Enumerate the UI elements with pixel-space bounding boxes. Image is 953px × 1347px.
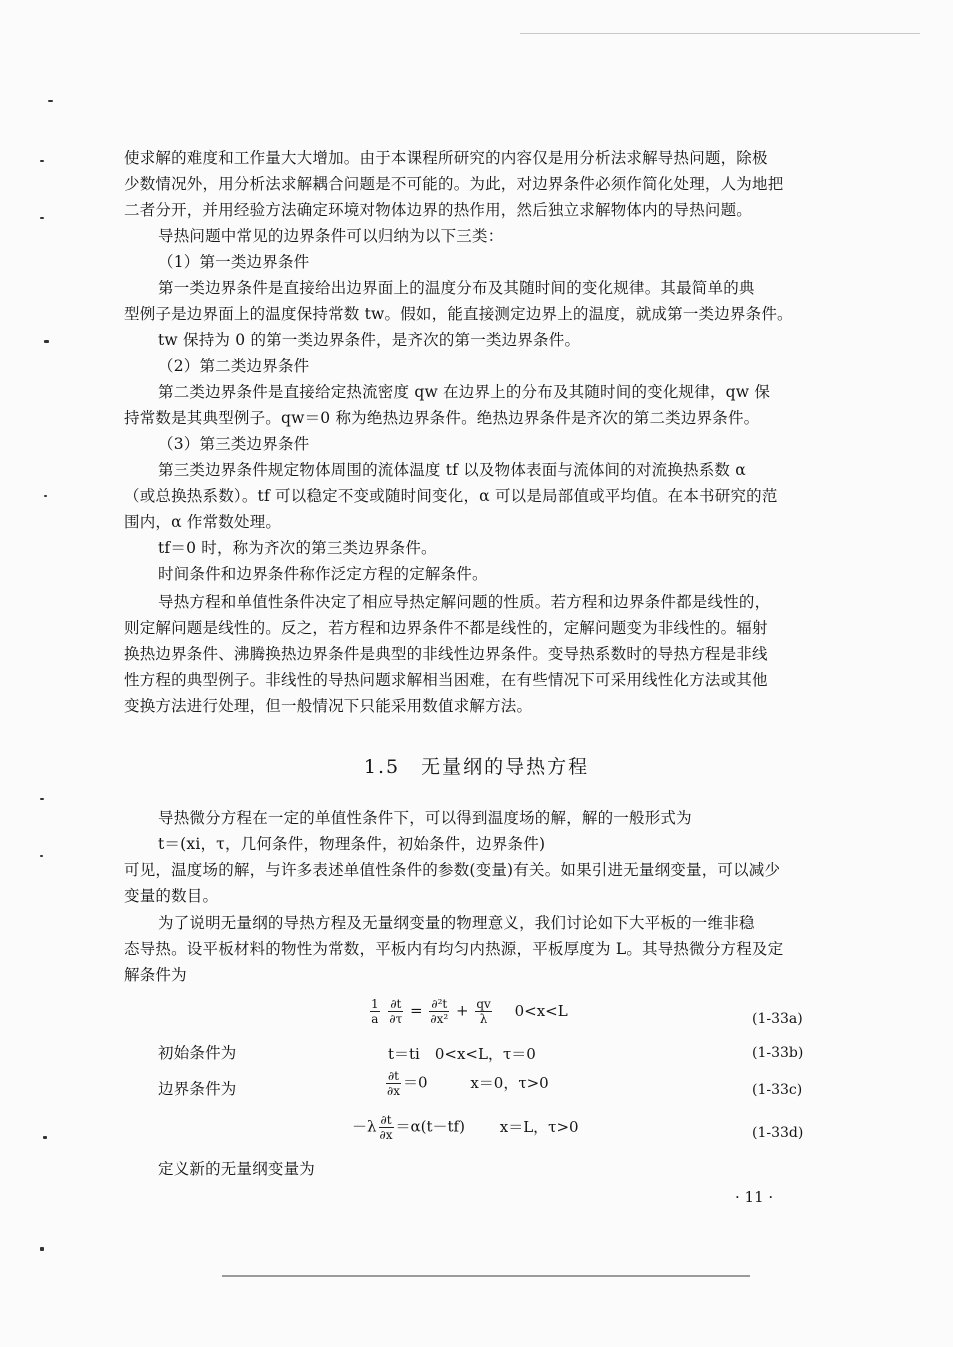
formula-line: t＝(xi，τ，几何条件，物理条件，初始条件，边界条件) — [158, 835, 546, 853]
body-line: （或总换热系数）。tf 可以稳定不变或随时间变化，α 可以是局部值或平均值。在本书研究的范 — [124, 487, 778, 505]
body-line: tf＝0 时，称为齐次的第三类边界条件。 — [158, 539, 437, 557]
fraction: $\frac{\partial t}{\partial x}$ — [387, 1069, 400, 1098]
body-line: 时间条件和边界条件称作泛定方程的定解条件。 — [158, 565, 488, 583]
scan-speck — [40, 798, 44, 800]
equation-number: (1-33c) — [752, 1082, 803, 1098]
body-line: 则定解问题是线性的。反之，若方程和边界条件不都是线性的，定解问题变为非线性的。辐射 — [124, 619, 768, 637]
body-line: （1）第一类边界条件 — [158, 253, 310, 271]
page-number: · 11 · — [735, 1188, 774, 1206]
body-line: 态导热。设平板材料的物性为常数，平板内有均匀内热源，平板厚度为 L。其导热微分方程及定 — [124, 940, 784, 958]
fraction: $\frac{\text{∂²t}}{\text{∂x²}}$ — [430, 997, 449, 1026]
body-line: 可见，温度场的解，与许多表述单值性条件的参数(变量)有关。如果引进无量纲变量，可以减少 — [124, 861, 781, 879]
body-line: 导热问题中常见的边界条件可以归纳为以下三类： — [158, 227, 504, 245]
body-line: 持常数是其典型例子。qw＝0 称为绝热边界条件。绝热边界条件是齐次的第二类边界条件。 — [124, 409, 760, 427]
body-line: 性方程的典型例子。非线性的导热问题求解相当困难，在有些情况下可采用线性化方法或其他 — [124, 671, 768, 689]
body-line: 变换方法进行处理，但一般情况下只能采用数值求解方法。 — [124, 697, 533, 715]
scan-speck — [40, 1247, 44, 1251]
section-heading: 1.5 无量纲的导热方程 — [363, 756, 590, 778]
scan-speck — [44, 340, 49, 343]
equation-1-33b: t＝ti 0<x<L，τ＝0 — [388, 1045, 536, 1063]
scan-speck — [43, 1136, 47, 1139]
body-line: 第三类边界条件规定物体周围的流体温度 tf 以及物体表面与流体间的对流换热系数 α — [158, 461, 746, 479]
equation-1-33a: $\frac{1}{a}$ $\frac{\partial t}{\partial\tau}$ = $\frac{\text{∂²t}}{\text{∂x²}}$ + $\frac{qv}{\lambda}$ 0<x<L — [371, 997, 568, 1026]
scan-speck — [44, 495, 47, 497]
scan-speck — [48, 100, 53, 102]
body-line: 为了说明无量纲的导热方程及无量纲变量的物理意义，我们讨论如下大平板的一维非稳 — [158, 914, 755, 932]
equation-number: (1-33b) — [752, 1045, 804, 1061]
body-line: 定义新的无量纲变量为 — [158, 1160, 316, 1178]
body-line: 变量的数目。 — [124, 887, 219, 905]
scan-speck — [40, 217, 44, 219]
equation-number: (1-33d) — [752, 1125, 804, 1141]
bottom-rule — [222, 1275, 750, 1277]
fraction: $\frac{1}{a}$ — [371, 997, 379, 1026]
body-line: （3）第三类边界条件 — [158, 435, 310, 453]
body-line: （2）第二类边界条件 — [158, 357, 310, 375]
body-line: 第一类边界条件是直接给出边界面上的温度分布及其随时间的变化规律。其最简单的典 — [158, 279, 755, 297]
equation-1-33d: －λ $\frac{\partial t}{\partial x}$ ＝α(t－tf) x＝L，τ>0 — [352, 1113, 579, 1142]
fraction: $\frac{qv}{\lambda}$ — [476, 997, 491, 1026]
body-line: 型例子是边界面上的温度保持常数 tw。假如，能直接测定边界上的温度，就成第一类边界条件。 — [124, 305, 793, 323]
equation-1-33c: $\frac{\partial t}{\partial x}$ ＝0 x＝0，τ>0 — [387, 1069, 549, 1098]
body-line: 换热边界条件、沸腾换热边界条件是典型的非线性边界条件。变导热系数时的导热方程是非线 — [124, 645, 768, 663]
equation-number: (1-33a) — [752, 1011, 803, 1027]
equation-label: 初始条件为 — [158, 1044, 237, 1062]
body-line: 使求解的难度和工作量大大增加。由于本课程所研究的内容仅是用分析法求解导热问题，除极 — [124, 149, 768, 167]
fraction: $\frac{\partial t}{\partial\tau}$ — [389, 997, 403, 1026]
body-line: 二者分开，并用经验方法确定环境对物体边界的热作用，然后独立求解物体内的导热问题。 — [124, 201, 753, 219]
body-line: tw 保持为 0 的第一类边界条件，是齐次的第一类边界条件。 — [158, 331, 581, 349]
top-rule — [520, 33, 920, 34]
equation-label: 边界条件为 — [158, 1080, 237, 1098]
body-line: 导热微分方程在一定的单值性条件下，可以得到温度场的解，解的一般形式为 — [158, 809, 692, 827]
fraction: $\frac{\partial t}{\partial x}$ — [379, 1113, 393, 1142]
body-line: 围内，α 作常数处理。 — [124, 513, 282, 531]
scan-speck — [40, 160, 44, 162]
body-line: 导热方程和单值性条件决定了相应导热定解问题的性质。若方程和边界条件都是线性的， — [158, 593, 771, 611]
body-line: 解条件为 — [124, 966, 187, 984]
body-line: 少数情况外，用分析法求解耦合问题是不可能的。为此，对边界条件必须作简化处理，人为地把 — [124, 175, 784, 193]
body-line: 第二类边界条件是直接给定热流密度 qw 在边界上的分布及其随时间的变化规律，qw 保 — [158, 383, 771, 401]
scan-speck — [40, 855, 43, 857]
